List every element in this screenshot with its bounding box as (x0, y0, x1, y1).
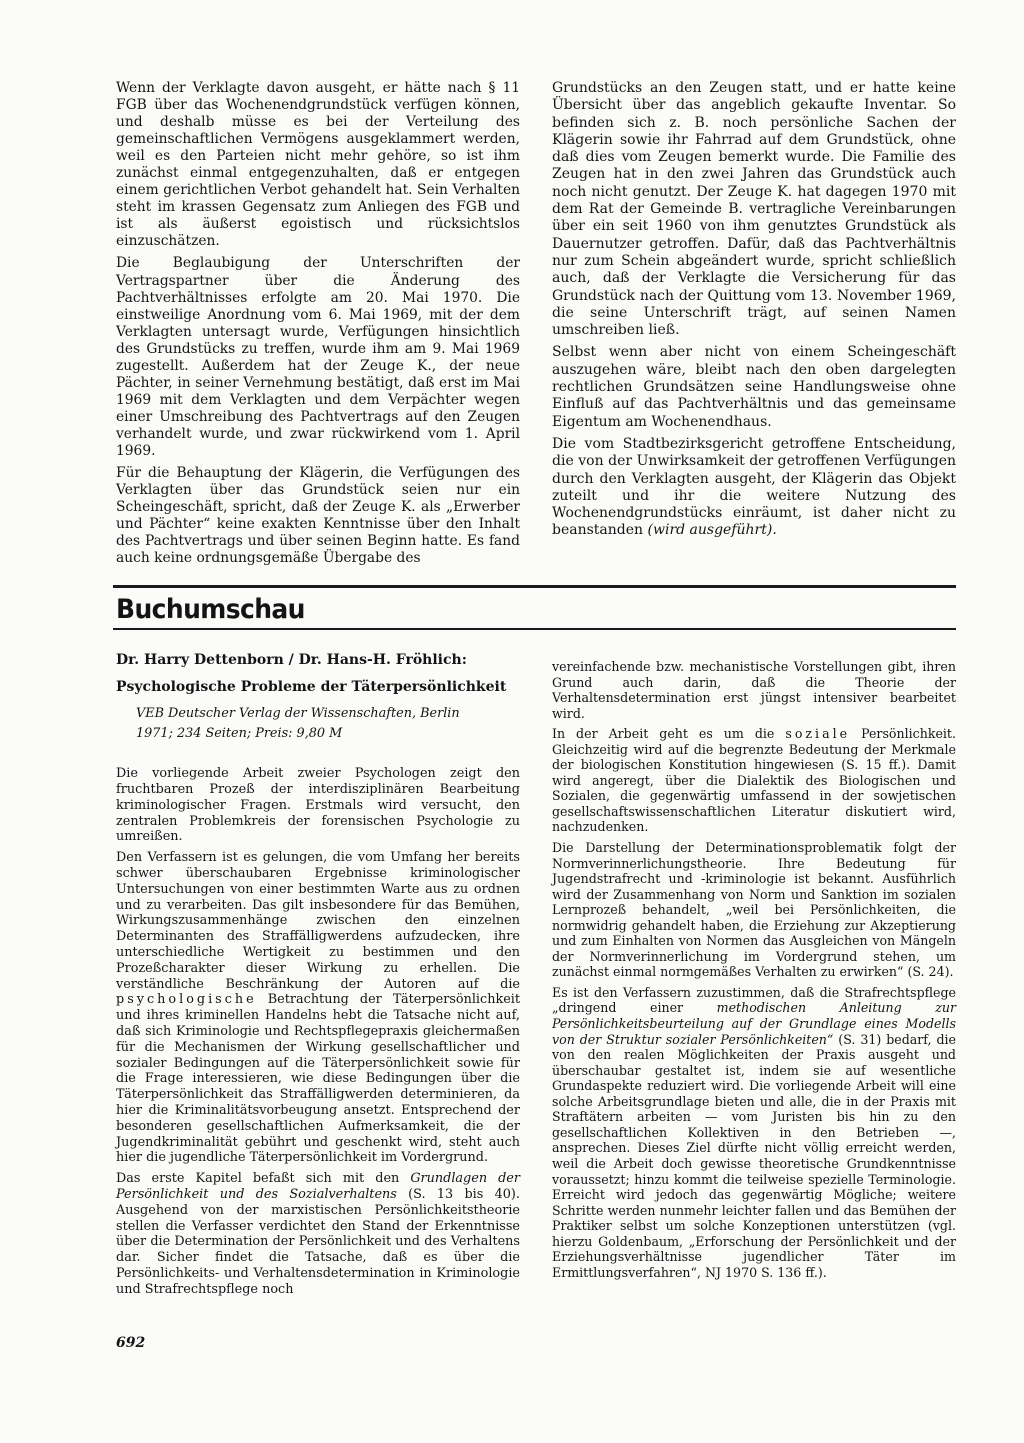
paragraph: Die Darstellung der Determinationsproblematik folgt der Normverinnerlichungstheorie. Ihre Bedeutung für Jugendstrafrecht und -kriminologie ist bekannt. Ausführlich wird der Zusammenhang von Norm und Sanktion im sozialen Lernprozeß behandelt, „weil bei Persönlichkeiten, die normwidrig gehandelt haben, die Erziehung zur Akzeptierung und zum Einhalten von Normen das Ausgleichen von Mängeln der Normverinnerlichung im Vordergrund stehen, um zunächst einmal normgemäßes Verhalten zu erwirken“ (S. 24). (552, 840, 956, 980)
paragraph (116, 1171, 520, 1297)
paragraph: Grundstücks an den Zeugen statt, und er hatte keine Übersicht über das angeblich gekaufte Inventar. So befinden sich z. B. noch persönliche Sachen der Klägerin sowie ihr Fahrrad auf dem Grundstück, ohne daß dies vom Zeugen bemerkt wurde. Die Familie des Zeugen hat in den zwei Jahren das Grundstück auch noch nicht genutzt. Der Zeuge K. hat dagegen 1970 mit dem Rat der Gemeinde B. vertragliche Vereinbarungen über ein seit 1960 von ihm genutztes Grundstück als Dauernutzer getroffen. Dafür, daß das Pachtverhältnis nur zum Schein abgeändert wurde, spricht schließlich auch, daß der Verklagte die Versicherung für das Grundstück nach der Quittung vom 13. November 1969, die seine Unterschrift trägt, auf seinen Namen umschreiben ließ. (552, 80, 956, 339)
book-reference (116, 652, 520, 742)
paragraph: Die vorliegende Arbeit zweier Psychologen zeigt den fruchtbaren Prozeß der interdisziplinären Bearbeitung kriminologischer Fragen. Erstmals wird versucht, den zentralen Problemkreis der forensischen Psychologie zu umreißen. (116, 766, 520, 845)
paragraph: Wenn der Verklagte davon ausgeht, er hätte nach § 11 FGB über das Wochenendgrundstück verfügen können, und deshalb müsse es bei der Verteilung des gemeinschaftlichen Vermögens ausgeklammert werden, weil es den Parteien nicht mehr gehöre, so ist ihm zunächst einmal entgegenzuhalten, daß er entgegen einem gerichtlichen Verbot gehandelt hat. Sein Verhalten steht im krassen Gegensatz zum Anliegen des FGB und ist als äußerst egoistisch und rücksichtslos einzuschätzen. (116, 80, 520, 250)
paragraph-text: (S. 13 bis 40). Ausgehend von der marxistischen Persönlichkeitstheorie stellen die Verfasser verdichtet den Stand der Erkenntnisse über die Determination der Persönlichkeit und des Verhaltens dar. Sicher findet die Tatsache, daß es über die Persönlichkeits- und Verhaltensdetermination in Kriminologie und Strafrechtspflege noch (116, 1186, 520, 1297)
section-title: Buchumschau (116, 594, 305, 625)
paragraph (552, 985, 956, 1280)
paragraph (552, 436, 956, 540)
page-number: 692 (116, 1335, 146, 1351)
paragraph-text: Das erste Kapitel befaßt sich mit den (116, 1171, 400, 1187)
paragraph (552, 726, 956, 835)
paragraph-text: Es ist den Verfassern zuzustimmen, daß die Strafrechtspflege „dringend einer (552, 984, 956, 1016)
book-publisher: VEB Deutscher Verlag der Wissenschaften, Berlin (136, 705, 460, 721)
review-left-column (116, 652, 520, 1302)
paragraph-text: Persönlichkeit. Gleichzeitig wird auf die begrenzte Bedeutung der Merkmale der biologischen Konstitution hingewiesen (S. 15 ff.). Damit wird angeregt, über die Dialektik des Biologischen und Sozialen, die gegenwärtig umfassend in der sowjetischen gesellschaftswissenschaftlichen Literatur diskutiert wird, nachzudenken. (552, 726, 956, 835)
review-right-column (552, 659, 956, 1285)
book-authors: Dr. Harry Dettenborn / Dr. Hans-H. Fröhlich: (116, 652, 467, 668)
italic-note: (wird ausgeführt). (647, 522, 777, 539)
paragraph: vereinfachende bzw. mechanistische Vorstellungen gibt, ihren Grund auch darin, daß die Theorie der Verhaltensdetermination erst jüngst intensiver bearbeitet wird. (552, 659, 956, 721)
paragraph: Für die Behauptung der Klägerin, die Verfügungen des Verklagten über das Grundstück seien nur ein Scheingeschäft, spricht, daß der Zeuge K. als „Erwerber und Pächter“ keine exakten Kenntnisse über den Inhalt des Pachtvertrags und über seinen Beginn hatte. Es fand auch keine ordnungsgemäße Übergabe des (116, 465, 520, 567)
paragraph-text: Den Verfassern ist es gelungen, die vom Umfang her bereits schwer überschaubaren Ergebnisse kriminologischer Untersuchungen von einer bestimmten Warte aus zu ordnen und zu verarbeiten. Das gilt insbesondere für das Bemühen, Wirkungszusammenhänge zwischen den einzelnen Determinanten des Straffälligwerdens aufzudecken, ihre unterschiedliche Wertigkeit zu bestimmen und den Prozeßcharakter dieser Wirkung zu erhellen. Die verständliche Beschränkung der Autoren auf die (116, 850, 520, 992)
paragraph-text: Die vom Stadtbezirksgericht getroffene Entscheidung, die von der Unwirksamkeit der getroffenen Verfügungen durch den Verklagten ausgeht, der Klägerin das Objekt zuteilt und ihr die weitere Nutzung des Wochenendgrundstücks einräumt, ist daher nicht zu beanstanden (552, 435, 956, 539)
top-right-column (552, 80, 956, 545)
book-publisher-details: 1971; 234 Seiten; Preis: 9,80 M (136, 726, 343, 742)
italic-emphasis: methodischen Anleitung zur Persönlichkeitsbeurteilung auf der Grundlage eines Modells von der Struktur sozialer Persönlichkeiten“ (552, 1000, 956, 1047)
paragraph: Selbst wenn aber nicht von einem Scheingeschäft auszugehen wäre, bleibt nach den oben dargelegten rechtlichen Grundsätzen seine Handlungsweise ohne Einfluß auf das Pachtverhältnis und das gemeinsame Eigentum am Wochenendhaus. (552, 344, 956, 430)
paragraph-text: Betrachtung der Täterpersönlichkeit und ihres kriminellen Handelns hebt die Tatsache nicht auf, daß sich Kriminologie und Rechtspflegepraxis gleichermaßen für die Mechanismen der Wirkung gesellschaftlicher und sozialer Bedingungen auf die Täterpersönlichkeit sowie für die Frage interessieren, wie diese Bedingungen über die Täterpersönlichkeit das Straffälligwerden determinieren, da hier die Kriminalitätsvorbeugung ansetzt. Entsprechend der besonderen gesellschaftlichen Aufmerksamkeit, die der Jugendkriminalität gebührt und geschenkt wird, steht auch hier die jugendliche Täterpersönlichkeit im Vordergrund. (116, 992, 521, 1166)
section-rule-top (113, 585, 956, 588)
italic-emphasis: Grundlagen der Persönlichkeit und des Sozialverhaltens (116, 1171, 520, 1202)
section-rule-bottom (113, 628, 956, 630)
top-left-column (116, 80, 520, 572)
paragraph-text: (S. 31) bedarf, die von den realen Möglichkeiten der Praxis ausgeht und überschaubar gestaltet ist, indem sie auf wesentliche Grundaspekte reduziert wird. Die vorliegende Arbeit will eine solche Arbeitsgrundlage bieten und alle, die in der Praxis mit Straftätern arbeiten — vom Juristen bis hin zu den gesellschaftlichen Kollektiven in den Betrieben —, ansprechen. Dieses Ziel dürfte nicht völlig erreicht werden, weil die Arbeit doch gewisse theoretische Grundkenntnisse voraussetzt; hinzu kommt die teilweise spezielle Terminologie. Erreicht wird jedoch das gegenwärtig Mögliche; weitere Schritte werden nunmehr leichter fallen und das Bemühen der Praktiker selbst um solche Konzeptionen unterstützen (vgl. hierzu Goldenbaum, „Erforschung der Persönlichkeit und der Erziehungsverhältnisse jugendlicher Täter im Ermittlungsverfahren“, NJ 1970 S. 136 ff.). (552, 1031, 956, 1280)
book-title: Psychologische Probleme der Täterpersönlichkeit (116, 679, 507, 696)
paragraph-text: In der Arbeit geht es um die (552, 726, 775, 742)
paragraph (116, 850, 520, 1166)
spaced-emphasis: psychologische (116, 992, 257, 1008)
spaced-emphasis: soziale (785, 726, 851, 742)
paragraph: Die Beglaubigung der Unterschriften der Vertragspartner über die Änderung des Pachtverhältnisses erfolgte am 20. Mai 1970. Die einstweilige Anordnung vom 6. Mai 1969, mit der dem Verklagten untersagt wurde, Verfügungen hinsichtlich des Grundstücks zu treffen, wurde ihm am 9. Mai 1969 zugestellt. Außerdem hat der Zeuge K., der neue Pächter, in seiner Vernehmung bestätigt, daß erst im Mai 1969 mit dem Verklagten und dem Verpächter wegen einer Umschreibung des Pachtvertrags auf den Zeugen verhandelt wurde, und zwar rückwirkend vom 1. April 1969. (116, 255, 520, 459)
